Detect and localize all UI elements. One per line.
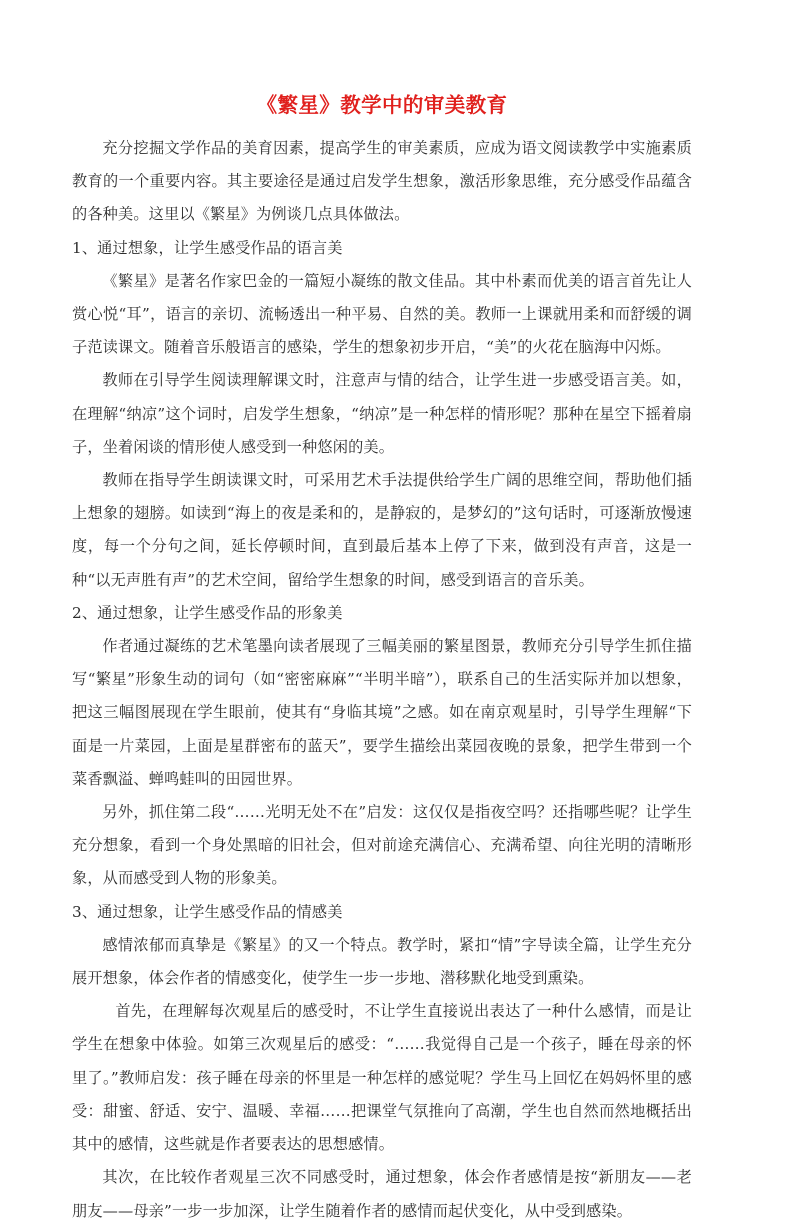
paragraph-image-beauty-1: 作者通过凝练的艺术笔墨向读者展现了三幅美丽的繁星图景，教师充分引导学生抓住描写“繁星”形象生动的词句（如“密密麻麻”“半明半暗”），联系自己的生活实际并加以想象，把这三幅图展现在学生眼前，使其有“身临其境”之感。如在南京观星时，引导学生理解“下面是一片菜园，上面是星群密布的蓝天”，要学生描绘出菜园夜晚的景象，把学生带到一个菜香飘溢、蝉鸣蛙叫的田园世界。 <box>72 637 692 788</box>
page-title: 《繁星》教学中的审美教育 <box>256 93 508 117</box>
document-body <box>72 88 692 1228</box>
paragraph-language-beauty-3: 教师在指导学生朗读课文时，可采用艺术手法提供给学生广阔的思维空间，帮助他们插上想象的翅膀。如读到“海上的夜是柔和的，是静寂的，是梦幻的”这句话时，可逐渐放慢速度，每一个分句之间，延长停顿时间，直到最后基本上停了下来，做到没有声音，这是一种“以无声胜有声”的艺术空间，留给学生想象的时间，感受到语言的音乐美。 <box>72 471 692 589</box>
section-heading-3: 3、通过想象，让学生感受作品的情感美 <box>72 902 343 921</box>
paragraph-language-beauty-2: 教师在引导学生阅读理解课文时，注意声与情的结合，让学生进一步感受语言美。如，在理解“纳凉”这个词时，启发学生想象，“纳凉”是一种怎样的情形呢？那种在星空下摇着扇子，坐着闲谈的情形使人感受到一种悠闲的美。 <box>72 371 692 456</box>
paragraph-emotion-beauty-1: 感情浓郁而真挚是《繁星》的又一个特点。教学时，紧扣“情”字导读全篇，让学生充分展开想象，体会作者的情感变化，使学生一步一步地、潜移默化地受到熏染。 <box>72 935 692 988</box>
paragraph-image-beauty-2: 另外，抓住第二段“……光明无处不在”启发：这仅仅是指夜空吗？还指哪些呢？让学生充分想象，看到一个身处黑暗的旧社会，但对前途充满信心、充满希望、向往光明的清晰形象，从而感受到人物的形象美。 <box>72 803 692 888</box>
section-heading-2: 2、通过想象，让学生感受作品的形象美 <box>72 603 343 622</box>
paragraph-emotion-beauty-2: 首先，在理解每次观星后的感受时，不让学生直接说出表达了一种什么感情，而是让学生在想象中体验。如第三次观星后的感受：“……我觉得自己是一个孩子，睡在母亲的怀里了。”教师启发：孩子睡在母亲的怀里是一种怎样的感觉呢？学生马上回忆在妈妈怀里的感受：甜蜜、舒适、安宁、温暖、幸福……把课堂气氛推向了高潮，学生也自然而然地概括出其中的感情，这些就是作者要表达的思想感情。 <box>72 1002 692 1154</box>
paragraph-emotion-beauty-3: 其次，在比较作者观星三次不同感受时，通过想象，体会作者感情是按“新朋友——老朋友——母亲”一步一步加深，让学生随着作者的感情而起伏变化，从中受到感染。 <box>72 1168 692 1220</box>
paragraph-intro: 充分挖掘文学作品的美育因素，提高学生的审美素质，应成为语文阅读教学中实施素质教育的一个重要内容。其主要途径是通过启发学生想象，激活形象思维，充分感受作品蕴含的各种美。这里以《繁星》为例谈几点具体做法。 <box>72 139 692 224</box>
section-heading-1: 1、通过想象，让学生感受作品的语言美 <box>72 238 343 257</box>
paragraph-language-beauty-1: 《繁星》是著名作家巴金的一篇短小凝练的散文佳品。其中朴素而优美的语言首先让人赏心悦“耳”，语言的亲切、流畅透出一种平易、自然的美。教师一上课就用柔和而舒缓的调子范读课文。随着音乐般语言的感染，学生的想象初步开启，“美”的火花在脑海中闪烁。 <box>72 271 692 357</box>
